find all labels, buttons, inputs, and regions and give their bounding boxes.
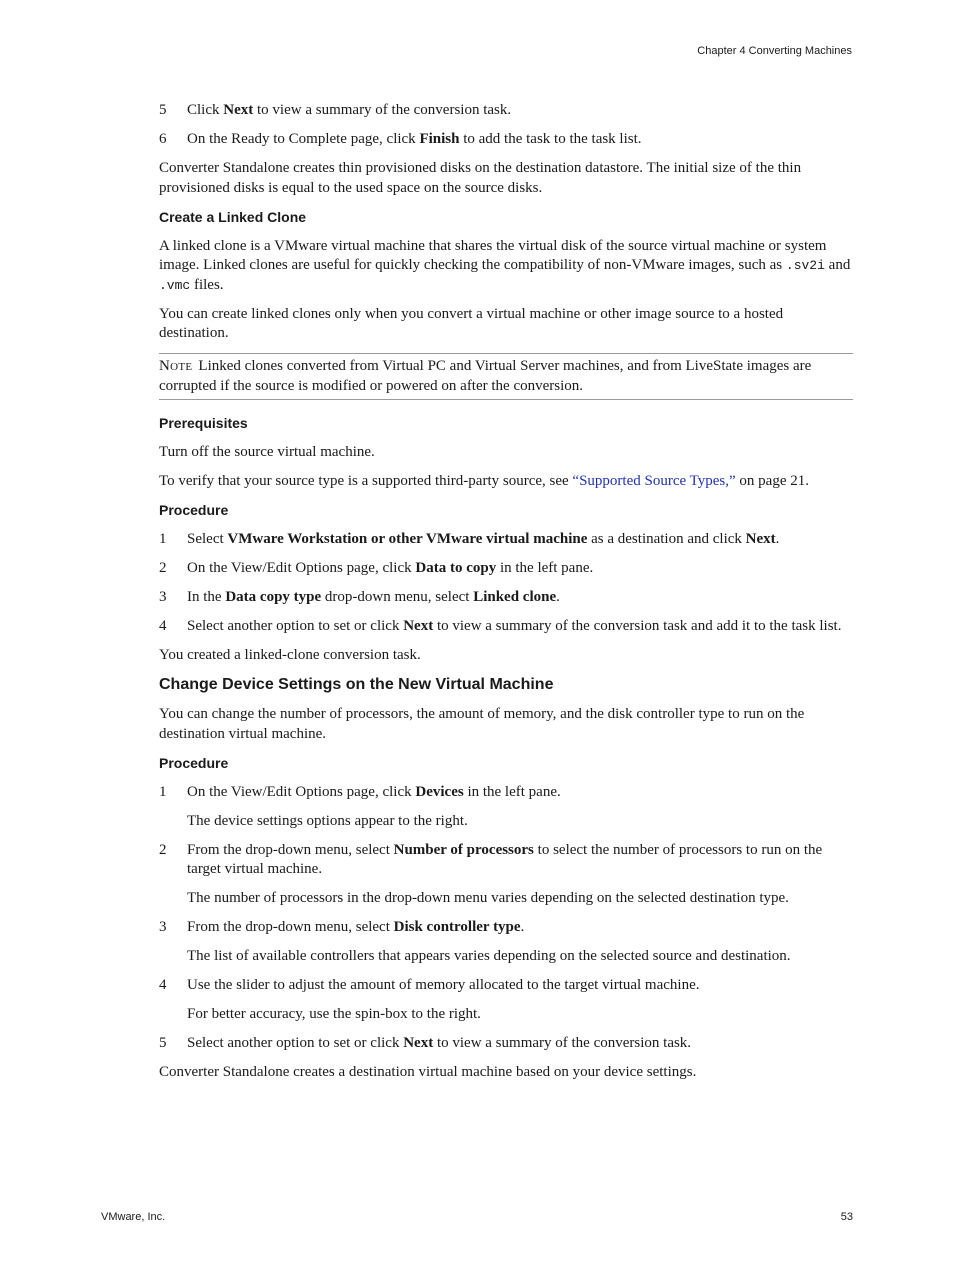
note-box [159, 353, 853, 400]
device-step-1: 1 On the View/Edit Options page, click Devices in the left pane. [159, 783, 561, 800]
running-header: Chapter 4 Converting Machines [697, 45, 852, 57]
device-step-3: 3 From the drop-down menu, select Disk controller type. [159, 919, 525, 935]
device-step-4: 4 Use the slider to adjust the amount of memory allocated to the target virtual machine. [159, 977, 700, 993]
linked-clone-step-1: 1 Select VMware Workstation or other VMware virtual machine as a destination and click Next. [159, 531, 780, 547]
prereq-item-1: Turn off the source virtual machine. [159, 444, 375, 460]
prereq-item-2: To verify that your source type is a supported third-party source, see “Supported Source Types,” on page 21. [159, 473, 809, 489]
linked-clone-heading: Create a Linked Clone [159, 208, 307, 225]
prerequisites-heading: Prerequisites [159, 415, 248, 431]
device-step-1-result: The device settings options appear to the right. [187, 812, 468, 829]
step-5-top: 5 Click Next to view a summary of the conversion task. [159, 102, 512, 118]
procedure-heading-devices: Procedure [159, 754, 229, 771]
note-label: Note [159, 358, 193, 374]
device-settings-result: Converter Standalone creates a destination virtual machine based on your device settings. [159, 1064, 697, 1080]
linked-clone-step-3: 3 In the Data copy type drop-down menu, select Linked clone. [159, 589, 560, 605]
device-settings-heading: Change Device Settings on the New Virtual Machine [159, 676, 554, 693]
device-step-3-result: The list of available controllers that appears varies depending on the selected source and destination. [187, 948, 791, 964]
footer-page-number: 53 [840, 1211, 853, 1223]
linked-clone-step-4: 4 Select another option to set or click Next to view a summary of the conversion task and add it to the task list. [159, 618, 842, 634]
linked-clone-intro: A linked clone is a VMware virtual machine that shares the virtual disk of the source virtual machine or system image. Linked clones are useful for quickly checking the compatibility of non-VMware images, such as .sv2i and .vmc files. [159, 237, 851, 293]
procedure-heading-linked-clone: Procedure [159, 502, 229, 518]
linked-clone-step-2: 2 On the View/Edit Options page, click Data to copy in the left pane. [159, 560, 594, 576]
device-step-5: 5 Select another option to set or click Next to view a summary of the conversion task. [159, 1035, 692, 1051]
step-6-top: 6 On the Ready to Complete page, click Finish to add the task to the task list. [159, 131, 642, 147]
thin-provision-paragraph: Converter Standalone creates thin provisioned disks on the destination datastore. The initial size of the thin provisioned disks is equal to the used space on the source disks. [159, 160, 802, 196]
device-step-2: 2 From the drop-down menu, select Number of processors to select the number of processors to run on the target virtual machine. [159, 841, 823, 877]
linked-clone-result: You created a linked-clone conversion task. [159, 647, 421, 663]
footer-company: VMware, Inc. [101, 1211, 166, 1223]
page-body [159, 101, 853, 1092]
device-settings-intro: You can change the number of processors, the amount of memory, and the disk controller type to run on the destination virtual machine. [159, 706, 805, 742]
supported-source-types-link[interactable]: “Supported Source Types,” [572, 473, 736, 489]
note-text: Linked clones converted from Virtual PC and Virtual Server machines, and from LiveState images are corrupted if the source is modified or powered on after the conversion. [159, 358, 812, 394]
device-step-2-result: The number of processors in the drop-down menu varies depending on the selected destination type. [187, 890, 789, 906]
device-step-4-result: For better accuracy, use the spin-box to the right. [187, 1006, 481, 1022]
linked-clone-hosted: You can create linked clones only when you convert a virtual machine or other image source to a hosted destination. [159, 305, 784, 341]
